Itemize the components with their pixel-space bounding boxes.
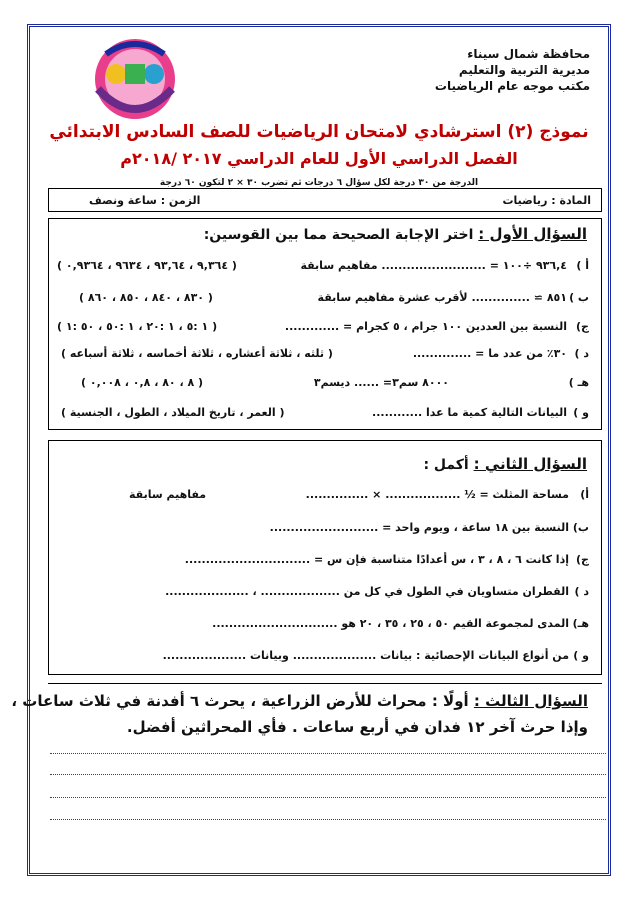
answer-line [50,752,606,754]
q1-item-choices: ( ١ :٥ ، ١ :٢٠ ، ١ :٥٠ ، ٥٠ :١ ) [57,320,218,333]
subject-label: المادة : رياضيات [502,194,591,207]
q2-item-number: ب) [572,521,589,534]
question-3-section [11,683,602,833]
question-2-label: السؤال الثاني : [473,455,587,473]
exam-term: الفصل الدراسي الأول للعام الدراسي ٢٠١٧ /٢٠١٨م [120,149,518,168]
q1-item-choices: ( ٨ ، ٨٠ ، ٠,٨ ، ٠,٠٠٨ ) [81,376,204,389]
q2-item-note: مفاهيم سابقة [129,488,207,501]
time-label: الزمن : ساعة ونصف [89,194,201,207]
q2-item-text: من أنواع البيانات الإحصائية : بيانات .................... وبيانات .................... [162,649,569,662]
q2-item-text: إذا كانت ٦ ، ٨ ، ٣ ، س أعدادًا متناسبة فإن س = .............................. [184,553,569,566]
q1-item-stem: النسبة بين العددين ١٠٠ جرام ، ٥ كجرام = ............. [284,320,567,333]
q1-item [57,406,589,422]
header-governorate: محافظة شمال سيناء [467,47,590,61]
q1-item-number: ب ) [569,291,589,304]
q1-item-stem: ٨٥١ ≃ .............. لأقرب عشرة مفاهيم سابقة [317,291,567,304]
question-3-label: السؤال الثالث : [473,692,588,710]
q3-line-1 [11,692,588,710]
q2-item [57,617,589,633]
q2-item [57,521,589,537]
question-1-instruction: اختر الإجابة الصحيحة مما بين القوسين: [203,227,474,243]
q1-item-number: و ) [573,406,589,419]
grading-note: الدرجة من ٣٠ درجة لكل سؤال ٦ درجات ثم تضرب ٣٠ × ٢ لتكون ٦٠ درجة [159,178,479,188]
question-2-header [423,455,587,473]
q1-item [57,376,589,392]
q3-line-1-text: أولًا : محراث للأرض الزراعية ، يحرث ٦ أفدنة في ثلاث ساعات ، [11,692,469,710]
question-2-section [48,440,602,675]
q1-item-choices: ( ٨٣٠ ، ٨٤٠ ، ٨٥٠ ، ٨٦٠ ) [79,291,213,304]
q3-line-2: وإذا حرث آخر ١٢ فدان في أربع ساعات . فأي المحراثين أفضل. [126,718,588,736]
q2-item-number: و ) [573,649,589,662]
q2-item [57,649,589,665]
q2-item-number: هـ) [572,617,589,630]
q2-item-text: القطران متساويان في الطول في كل من ................... ، .................... [165,585,569,598]
q1-item-number: هـ ) [568,376,589,389]
q2-item-number: ج) [576,553,589,566]
q1-item-stem: البيانات التالية كمية ما عدا ............ [372,406,567,419]
q1-item-number: ج) [576,320,589,333]
q2-item [57,553,589,569]
q1-item-stem: ٣٠٪ من عدد ما = .............. [412,347,567,360]
q2-item-text: مساحة المثلث = ½ .................. × ............... [305,488,569,501]
question-2-instruction: أكمل : [423,457,469,473]
q1-item [57,320,589,336]
header-office: مكتب موجه عام الرياضيات [434,79,590,93]
q1-item-number: د ) [574,347,589,360]
q1-item [57,347,589,363]
question-1-header [204,225,587,243]
q1-item-number: أ ) [576,259,589,272]
q2-item-text: النسبة بين ١٨ ساعة ، ويوم واحد = .......................... [269,521,569,534]
q1-item-stem: ٩٣٦,٤ ÷١٠٠ = ......................... مفاهيم سابقة [300,259,567,272]
q1-item [57,259,589,275]
header-directorate: مديرية التربية والتعليم [458,63,590,77]
question-1-label: السؤال الأول : [478,225,587,243]
q1-item-choices: ( ثلثه ، ثلاثة أعشاره ، ثلاثة أخماسه ، ثلاثة أسباعه ) [61,347,333,360]
q2-item [57,488,589,504]
subject-box [48,188,602,212]
exam-title: نموذج (٢) استرشادي لامتحان الرياضيات للصف السادس الابتدائي [49,122,589,142]
answer-line [50,796,606,798]
q2-item-text: المدى لمجموعة القيم ٥٠ ، ٢٥ ، ٣٥ ، ٢٠ هو .............................. [212,617,569,630]
directorate-logo [76,34,194,124]
q2-item-number: أ) [580,488,589,501]
q1-item-choices: ( العمر ، تاريخ الميلاد ، الطول ، الجنسية ) [61,406,285,419]
q1-item-choices: ( ٩,٣٦٤ ، ٩٣,٦٤ ، ٩٦٣٤ ، ٠,٩٣٦٤ ) [57,259,237,272]
q2-item-number: د ) [574,585,589,598]
answer-line [50,773,606,775]
answer-line [50,818,606,820]
q1-item [57,291,589,307]
header-block [435,46,590,94]
q1-item-stem: ٨٠٠٠ سم٣= ...... ديسم٣ [313,376,449,389]
q2-item [57,585,589,601]
question-1-section [48,218,602,430]
